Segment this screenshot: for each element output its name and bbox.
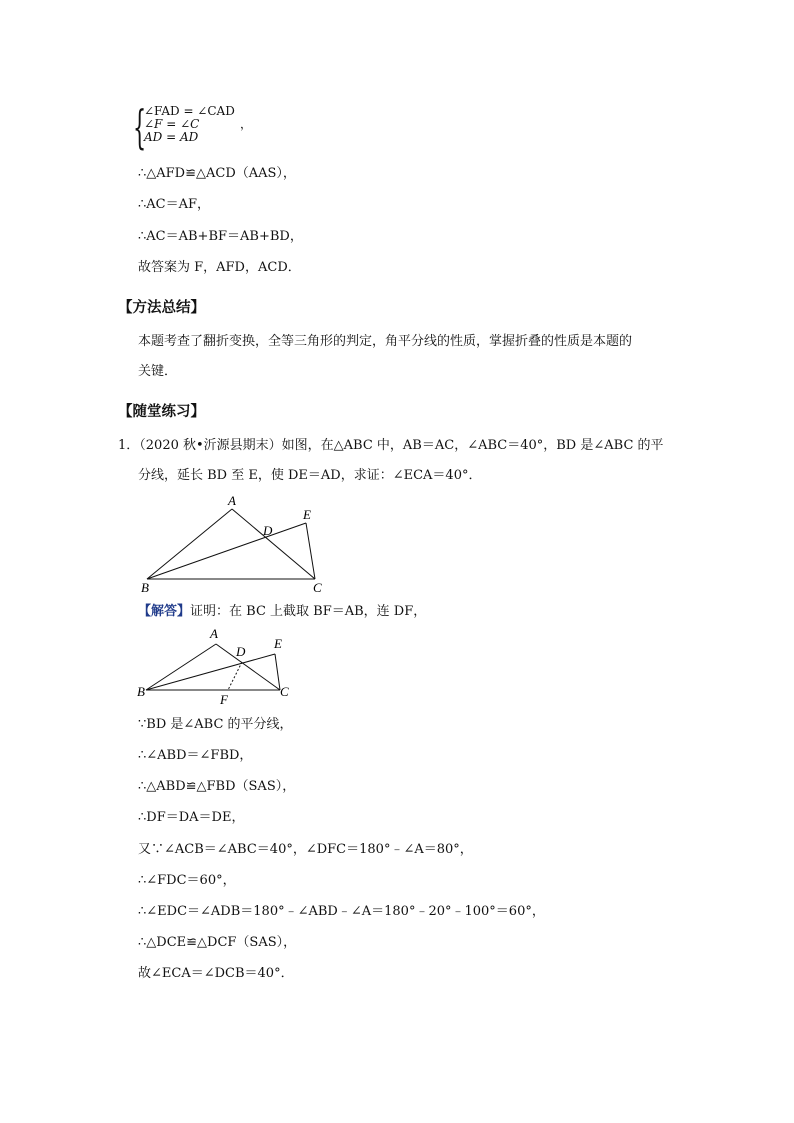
proof-line-ac-af: ∴AC＝AF， <box>138 197 211 212</box>
proof-line-7: ∴∠EDC＝∠ADB＝180°﹣∠ABD﹣∠A＝180°﹣20°﹣100°＝60°， <box>138 904 545 919</box>
label-a: A <box>210 626 218 641</box>
method-text-1: 本题考查了翻折变换，全等三角形的判定，角平分线的性质，掌握折叠的性质是本题的 <box>138 334 633 349</box>
answer-text: 证明：在 BC 上截取 BF＝AB，连 DF， <box>190 604 427 619</box>
proof-line-3: ∴△ABD≌△FBD（SAS）， <box>138 779 296 794</box>
proof-line-aas: ∴△AFD≌△ACD（AAS）， <box>138 166 296 181</box>
answer-line: 故答案为 F，AFD，ACD． <box>138 260 301 275</box>
system-brace: { <box>133 100 147 154</box>
label-e: E <box>303 507 311 522</box>
proof-line-5: 又∵∠ACB＝∠ABC＝40°，∠DFC＝180°﹣∠A＝80°， <box>138 842 473 857</box>
label-b: B <box>141 580 149 595</box>
system-row-2: ∠F = ∠C <box>144 117 200 131</box>
proof-line-8: ∴△DCE≌△DCF（SAS）， <box>138 935 297 950</box>
label-b: B <box>137 684 145 699</box>
question-1-line-1: 1．（2020 秋•沂源县期末）如图，在△ABC 中，AB＝AC，∠ABC＝40°，BD 是∠ABC 的平 <box>118 438 664 453</box>
question-1-line-2: 分线，延长 BD 至 E，使 DE＝AD，求证：∠ECA＝40°． <box>138 468 482 483</box>
system-row-3: AD = AD <box>144 130 199 144</box>
label-d: D <box>236 644 246 659</box>
segment-ac <box>216 644 280 690</box>
segment-ab <box>146 644 216 690</box>
label-a: A <box>228 493 236 508</box>
proof-line-2: ∴∠ABD＝∠FBD， <box>138 748 253 763</box>
system-row-1: ∠FAD = ∠CAD <box>144 104 235 118</box>
system-trailing-comma: ， <box>240 117 253 131</box>
practice-heading: 【随堂练习】 <box>118 404 205 420</box>
label-c: C <box>313 580 322 595</box>
proof-line-sum: ∴AC＝AB+BF＝AB+BD， <box>138 229 303 244</box>
proof-line-1: ∵BD 是∠ABC 的平分线， <box>138 717 293 732</box>
figure-1-triangle <box>135 493 335 597</box>
method-text-2: 关键． <box>138 364 178 379</box>
answer-tag: 【解答】 <box>138 604 191 619</box>
proof-line-4: ∴DF＝DA＝DE， <box>138 810 245 825</box>
label-f: F <box>220 692 228 707</box>
figure-2-triangle <box>132 624 302 708</box>
label-d: D <box>263 523 273 538</box>
label-c: C <box>280 684 289 699</box>
proof-line-9: 故∠ECA＝∠DCB＝40°． <box>138 966 294 981</box>
proof-line-6: ∴∠FDC＝60°， <box>138 873 236 888</box>
method-heading: 【方法总结】 <box>118 300 205 316</box>
segment-ec <box>306 523 315 579</box>
answer-line-1 <box>138 603 426 621</box>
label-e: E <box>274 636 282 651</box>
segment-ab <box>147 509 232 579</box>
